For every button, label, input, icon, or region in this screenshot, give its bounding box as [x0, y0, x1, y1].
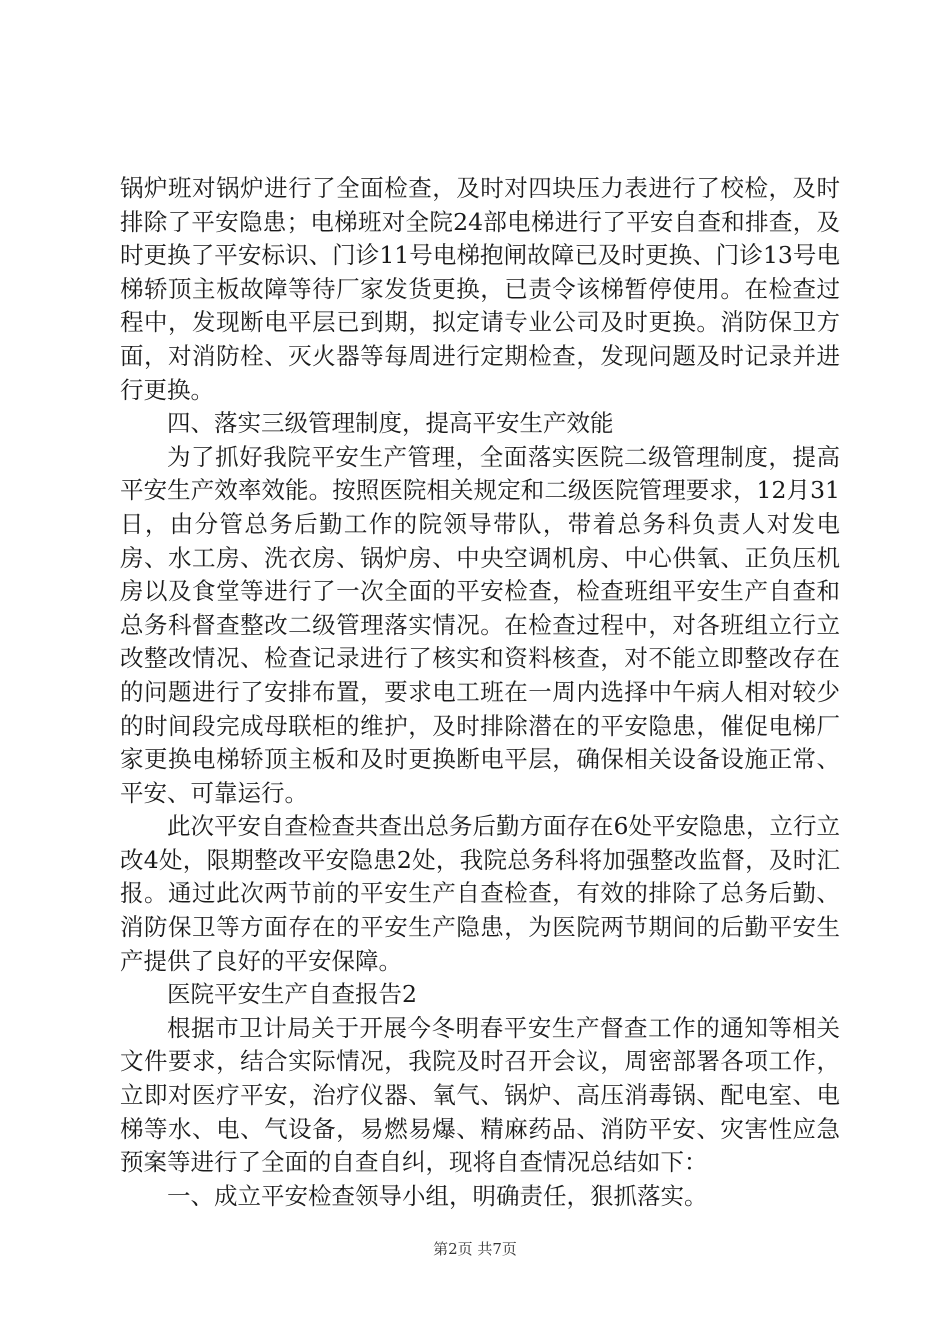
report-title-2: 医院平安生产自查报告2: [167, 980, 417, 1009]
section-heading-four: 四、落实三级管理制度，提高平安生产效能: [167, 409, 614, 438]
paragraph-inspection-results: 此次平安自查检查共查出总务后勤方面存在6处平安隐患，立行立改4处，限期整改平安隐患2处，我院总务科将加强整改监督，及时汇报。通过此次两节前的平安生产自查检查，有效的排除了总务后勤、消防保卫等方面存在的平安生产隐患，为医院两节期间的后勤平安生产提供了良好的平安保障。: [120, 812, 840, 975]
page-footer: 第2页 共7页: [433, 1240, 517, 1258]
paragraph-report-intro: 根据市卫计局关于开展今冬明春平安生产督查工作的通知等相关文件要求，结合实际情况，我院及时召开会议，周密部署各项工作，立即对医疗平安，治疗仪器、氧气、锅炉、高压消毒锅、配电室、电梯等水、电、气设备，易燃易爆、精麻药品、消防平安、灾害性应急预案等进行了全面的自查自纠，现将自查情况总结如下：: [120, 1013, 840, 1177]
section-heading-one: 一、成立平安检查领导小组，明确责任，狠抓落实。: [167, 1181, 708, 1210]
paragraph-boiler-elevator-inspection: 锅炉班对锅炉进行了全面检查，及时对四块压力表进行了校检，及时排除了平安隐患；电梯班对全院24部电梯进行了平安自查和排查，及时更换了平安标识、门诊11号电梯抱闸故障已及时更换、门诊13号电梯轿顶主板故障等待厂家发货更换，已责令该梯暂停使用。在检查过程中，发现断电平层已到期，拟定请专业公司及时更换。消防保卫方面，对消防栓、灭火器等每周进行定期检查，发现问题及时记录并进行更换。: [120, 174, 840, 404]
document-body: [120, 172, 840, 1213]
paragraph-management-inspection: 为了抓好我院平安生产管理，全面落实医院二级管理制度，提高平安生产效率效能。按照医院相关规定和二级医院管理要求，12月31日，由分管总务后勤工作的院领导带队，带着总务科负责人对发电房、水工房、洗衣房、锅炉房、中央空调机房、中心供氧、正负压机房以及食堂等进行了一次全面的平安检查，检查班组平安生产自查和总务科督查整改二级管理落实情况。在检查过程中，对各班组立行立改整改情况、检查记录进行了核实和资料核查，对不能立即整改存在的问题进行了安排布置，要求电工班在一周内选择中午病人相对较少的时间段完成母联柜的维护，及时排除潜在的平安隐患，催促电梯厂家更换电梯轿顶主板和及时更换断电平层，确保相关设备设施正常、平安、可靠运行。: [120, 442, 840, 807]
